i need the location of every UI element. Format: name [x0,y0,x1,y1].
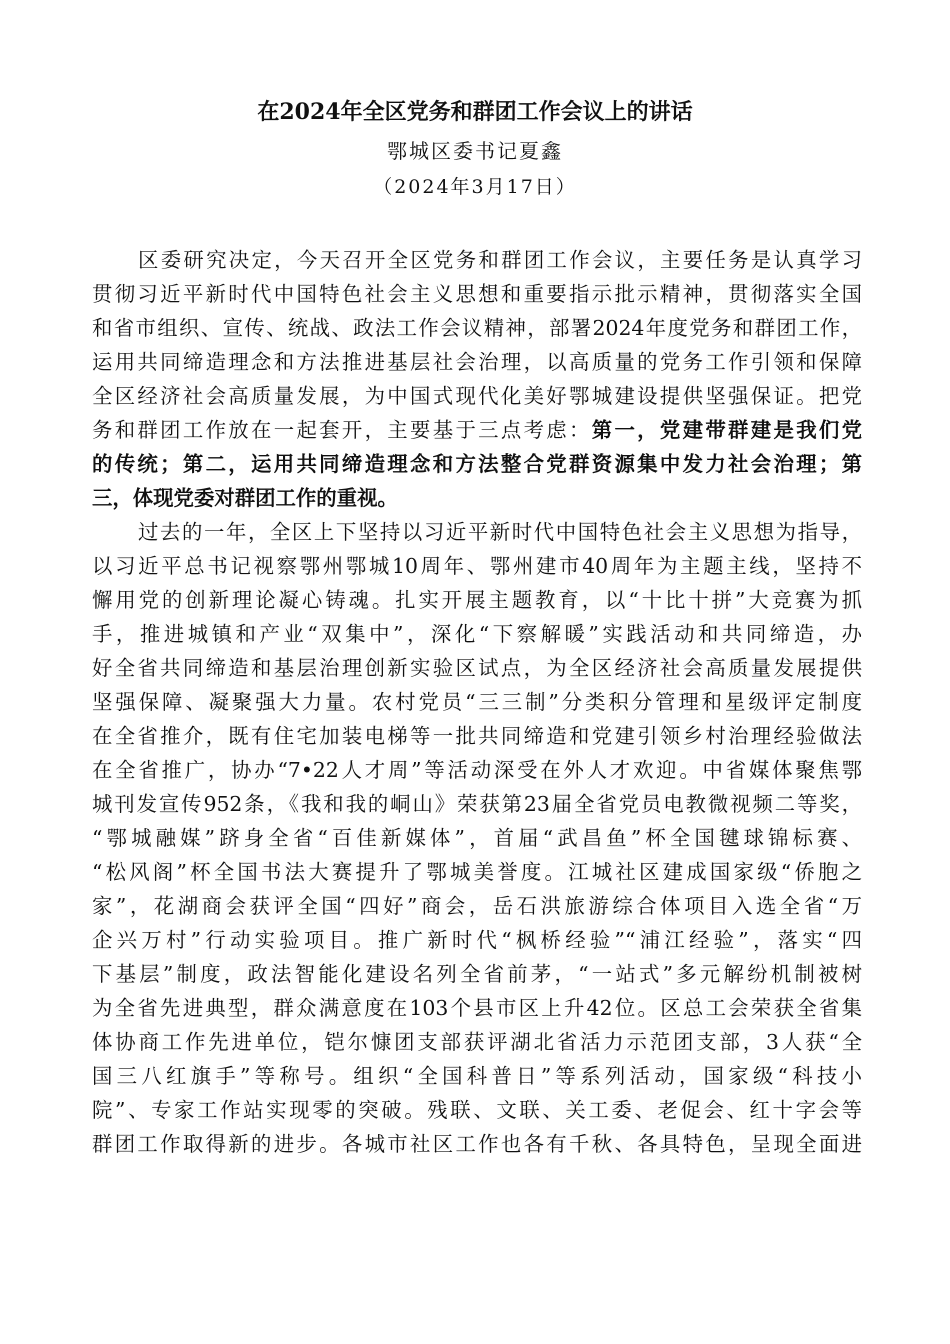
paragraph-review [92,515,862,1161]
text-line-bold: 三，体现党委对群团工作的重视。 [92,486,398,510]
document-body [92,243,862,1161]
text-line: 国三八红旗手”等称号。组织“全国科普日”等系列活动，国家级“科技小 [92,1064,862,1088]
document-title: 在2024年全区党务和群团工作会议上的讲话 [257,99,693,125]
text-line: 在全省推广，协办“7•22人才周”等活动深受在外人才欢迎。中省媒体聚焦鄂 [92,758,862,782]
text-line: 家”，花湖商会获评全国“四好”商会，岳石洪旅游综合体项目入选全省“万 [92,894,862,918]
text-line: 过去的一年，全区上下坚持以习近平新时代中国特色社会主义思想为指导， [138,520,862,544]
text-line-bold: 的传统；第二，运用共同缔造理念和方法整合党群资源集中发力社会治理；第 [92,452,862,476]
text-line: 以习近平总书记视察鄂州鄂城10周年、鄂州建市40周年为主题主线，坚持不 [92,554,862,578]
text-line: “松风阁”杯全国书法大赛提升了鄂城美誉度。江城社区建成国家级“侨胞之 [92,860,862,884]
text-line: 为全省先进典型，群众满意度在103个县市区上升42位。区总工会荣获全省集 [92,996,862,1020]
text-line: “鄂城融媒”跻身全省“百佳新媒体”，首届“武昌鱼”杯全国毽球锦标赛、 [92,826,862,850]
text-bold-emphasis: 第一，党建带群建是我们党 [591,418,863,442]
text-line: 院”、专家工作站实现零的突破。残联、文联、关工委、老促会、红十字会等 [92,1098,862,1122]
text-line: 体协商工作先进单位，铠尔慷团支部获评湖北省活力示范团支部，3人获“全 [92,1030,862,1054]
text-line: 好全省共同缔造和基层治理创新实验区试点，为全区经济社会高质量发展提供 [92,656,862,680]
text-line: 运用共同缔造理念和方法推进基层社会治理，以高质量的党务工作引领和保障 [92,350,862,374]
text-line: 手，推进城镇和产业“双集中”，深化“下察解暖”实践活动和共同缔造，办 [92,622,862,646]
text-line: 懈用党的创新理论凝心铸魂。扎实开展主题教育，以“十比十拼”大竞赛为抓 [92,588,862,612]
text-line: 下基层”制度，政法智能化建设名列全省前茅，“一站式”多元解纷机制被树 [92,962,862,986]
document-author: 鄂城区委书记夏鑫 [387,139,563,163]
text-line: 区委研究决定，今天召开全区党务和群团工作会议，主要任务是认真学习 [138,248,862,272]
text-line: 企兴万村”行动实验项目。推广新时代“枫桥经验”“浦江经验”，落实“四 [92,928,862,952]
text-line [92,413,862,447]
text-line: 城刊发宣传952条，《我和我的峒山》荣获第23届全省党员电教微视频二等奖， [92,792,862,816]
text-line: 坚强保障、凝聚强大力量。农村党员“三三制”分类积分管理和星级评定制度 [92,690,862,714]
text-line: 和省市组织、宣传、统战、政法工作会议精神，部署2024年度党务和群团工作， [92,316,862,340]
paragraph-intro [92,243,862,515]
document-date: （2024年3月17日） [373,176,577,198]
text-line: 在全省推介，既有住宅加装电梯等一批共同缔造和党建引领乡村治理经验做法 [92,724,862,748]
text-line: 群团工作取得新的进步。各城市社区工作也各有千秋、各具特色，呈现全面进 [92,1132,862,1156]
text-normal: 务和群团工作放在一起套开，主要基于三点考虑： [92,418,592,442]
text-line: 全区经济社会高质量发展，为中国式现代化美好鄂城建设提供坚强保证。把党 [92,384,862,408]
text-line: 贯彻习近平新时代中国特色社会主义思想和重要指示批示精神，贯彻落实全国 [92,282,862,306]
